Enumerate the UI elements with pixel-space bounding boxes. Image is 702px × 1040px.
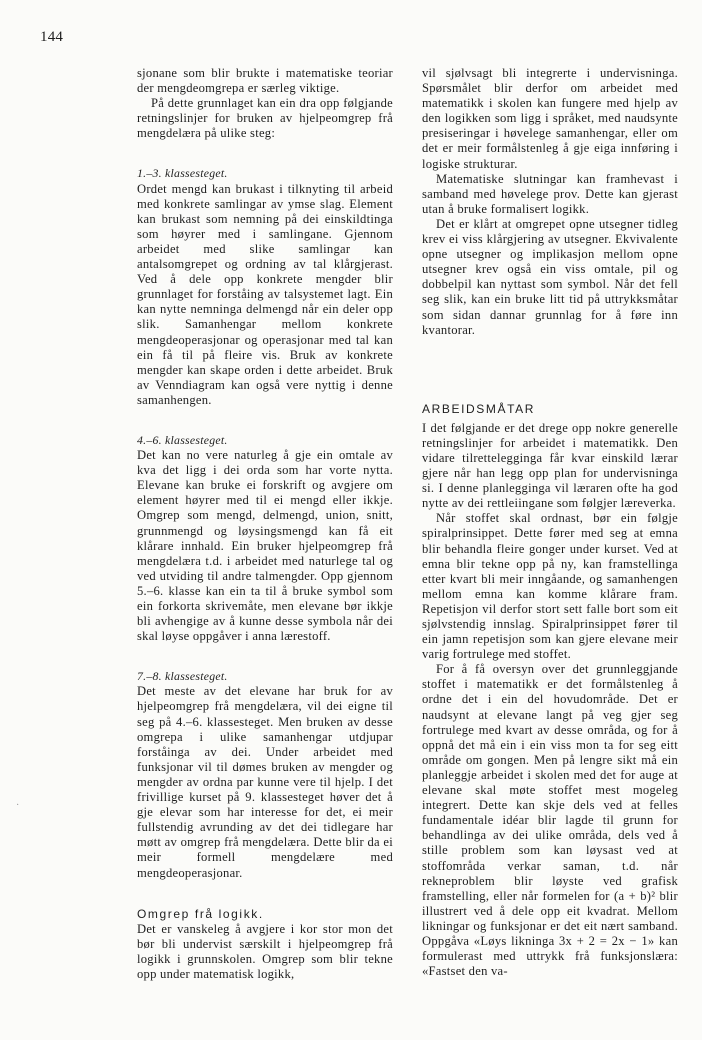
left-paragraph-1: sjonane som blir brukte i matematiske teoriar der mengdeomgrepa er særleg viktige. (137, 66, 393, 96)
heading-grades-4-6: 4.–6. klassesteget. (137, 432, 228, 447)
right-paragraph-4: I det følgjande er det drege opp nokre generelle retningslinjer for arbeidet i matematikk. Den vidare tilrettelegginga får kvar einskild lærar gjere når han legg opp plan for undervisninga si. I denne planlegginga vil læraren ofte ha god nytte av dei rettleiingane som følgjer læreverka. (422, 420, 678, 511)
right-paragraph-2: Matematiske slutningar kan framhevast i samband med høvelege prov. Dette kan gjerast utan å bruke formalisert logikk. (422, 171, 678, 216)
heading-working-methods: ARBEIDSMÅTAR (422, 401, 535, 416)
right-paragraph-6: For å få oversyn over det grunnleggjande stoffet i matematikk er det formålstenleg å ordne det i ein del hovudområde. Det er naudsynt at elevane langt på veg gjer seg fortrulege med kvart av desse områda, og for å oppnå det må ein i ein viss mon ta for seg eitt område om gongen. Men på lengre sikt må ein planleggje arbeidet i skolen med det for auge at elevane skal møte stoffet mest mogeleg integrert. Dette kan skje dels ved at felles fundamentale idéar blir lagde til grunn for behandlinga av dei ulike områda, dels ved å stille problem som kan løysast ved at stoffområda verkar saman, t.d. når rekneproblem blir løyste ved grafisk framstelling, eller når formelen for (a + b)² blir illustrert ved å dele opp eit kvadrat. Mellom likningar og funksjonar er det eit nært samband. Oppgåva «Løys likninga 3x + 2 = 2x − 1» kan formulerast med uttrykk frå funksjonslæra: «Fastset den va- (422, 662, 678, 979)
left-paragraph-logic: Det er vanskeleg å avgjere i kor stor mon det bør bli undervist særskilt i hjelpeomgrep frå logikk i grunnskolen. Omgrep som blir tekne opp under matematisk logikk, (137, 921, 393, 981)
left-paragraph-2: På dette grunnlaget kan ein dra opp følgjande retningslinjer for bruken av hjelpeomgrep frå mengdelæra på ulike steg: (137, 96, 393, 141)
heading-logic-concepts: Omgrep frå logikk. (137, 906, 264, 921)
left-paragraph-grades-7-8: Det meste av det elevane har bruk for av hjelpeomgrep frå mengdelæra, vil dei eigne til seg på 4.–6. klassesteget. Men bruken av desse omgrepa i ulike samanhengar utdjupar forståinga av dei. Under arbeidet med funksjonar vil til dømes bruken av mengder og mengder av ordna par kunne vere til hjelp. I det frivillige kurset på 9. klassesteget høver det å gje elevar som har interesse for det, ei meir fullstendig avrunding av det dei tidlegare har møtt av omgrep frå mengdelæra. Dette blir da ei meir formell mengdelære med mengdeoperasjonar. (137, 684, 393, 880)
left-column (137, 66, 393, 982)
right-paragraph-3: Det er klårt at omgrepet opne utsegner tidleg krev ei viss klårgjering av utsegner. Ekvivalente opne utsegner og implikasjon mellom opne utsegner krev også ein viss omtale, pil og dobbelpil kan nyttast som symbol. Når det fell seg slik, kan ein bruke litt tid på uttrykksmåtar som sidan dannar grunnlag for å føre inn kvantorar. (422, 216, 678, 337)
heading-grades-7-8: 7.–8. klassesteget. (137, 669, 228, 684)
heading-grades-1-3: 1.–3. klassesteget. (137, 166, 228, 181)
left-paragraph-grades-4-6: Det kan no vere naturleg å gje ein omtale av kva det ligg i dei orda som har vorte nytta. Elevane kan bruke ei forskrift og avgjere om element høyrer med til ei mengd eller ikkje. Omgrep som mengd, delmengd, union, snitt, grunnmengd og løysingsmengd kan få eit klårare innhald. Ein bruker hjelpeomgrep frå mengdelæra t.d. i arbeidet med naturlege tal og ved utviding til andre talmengder. Opp gjennom 5.–6. klasse kan ein ta til å bruke symbol som ein forkorta skrivemåte, men elevane bør ikkje bli avhengige av å kunne desse symbola når dei skal løyse oppgåver i anna lærestoff. (137, 448, 393, 644)
right-column (422, 66, 678, 979)
margin-mark: · (16, 800, 20, 811)
right-paragraph-5: Når stoffet skal ordnast, bør ein følgje spiralprinsippet. Dette fører med seg at emna blir behandla fleire gonger under kurset. Ved at emna blir tekne opp på ny, kan framstellinga etter kvart bli meir inngåande, og samanhengen mellom emna kan komme klårare fram. Repetisjon vil derfor stort sett falle bort som eit sjølvstendig innslag. Spiralprinsippet fører til ein jamn repetisjon som kan gjere elevane meir varig fortrulege med stoffet. (422, 511, 678, 662)
right-paragraph-1: vil sjølvsagt bli integrerte i undervisninga. Spørsmålet blir derfor om arbeidet med matematikk i skolen kan fungere med hjelp av den logikken som ligg i språket, med naudsynte presiseringar i høvelege samanhengar, eller om det er meir formålstenleg å gje eiga innføring i logiske strukturar. (422, 66, 678, 171)
page-number: 144 (40, 29, 64, 45)
left-paragraph-grades-1-3: Ordet mengd kan brukast i tilknyting til arbeid med konkrete samlingar av ymse slag. Element kan brukast som nemning på dei einskildtinga som høyrer med i samlingane. Gjennom arbeidet med slike samlingar kan antalsomgrepet og ordning av tal klårgjerast. Ved å dele opp konkrete mengder blir grunnlaget for forståing av talsystemet lagt. Ein kan nytte nemninga delmengd når ein deler opp slik. Samanhengar mellom konkrete mengdeoperasjonar og operasjonar med tal kan ein få til på fleire vis. Bruk av konkrete mengder kan skape orden i dette arbeidet. Bruk av Venndiagram kan også vere nyttig i denne samanhengen. (137, 181, 393, 407)
